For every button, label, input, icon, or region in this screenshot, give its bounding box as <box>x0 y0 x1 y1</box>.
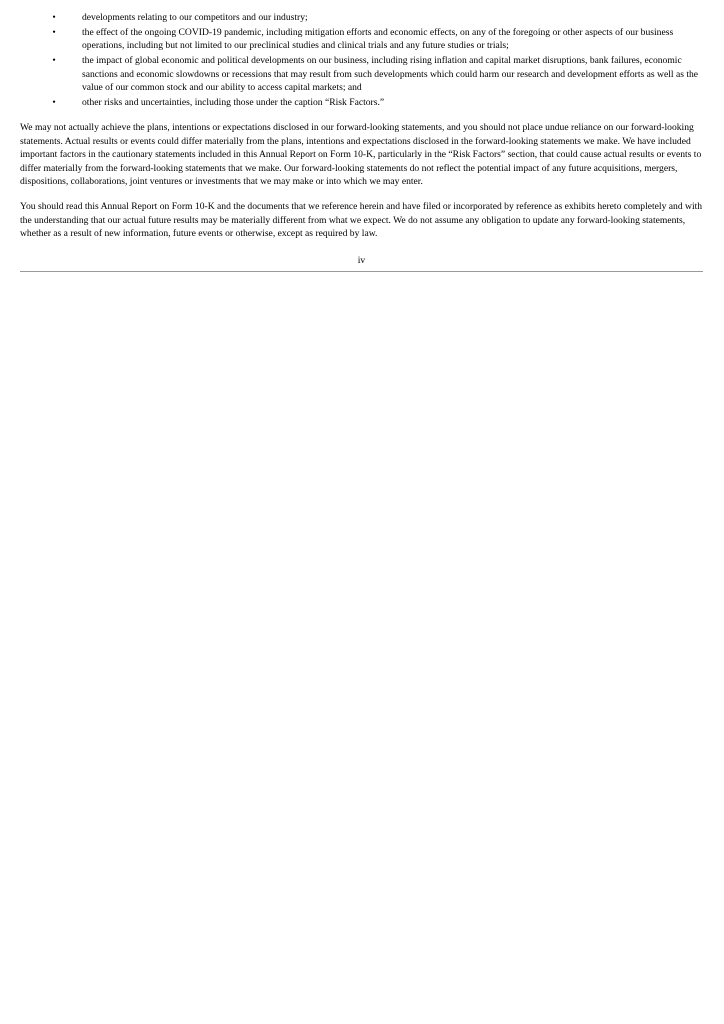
paragraph-read-report: You should read this Annual Report on Form 10-K and the documents that we reference herein and have filed or incorporated by reference as exhibits hereto completely and with the understanding that our actual future results may be materially different from what we expect. We do not assume any obligation to update any forward-looking statements, whether as a result of new information, future events or otherwise, except as required by law. <box>20 201 703 240</box>
paragraph-forward-looking: We may not actually achieve the plans, intentions or expectations disclosed in our forward-looking statements, and you should not place undue reliance on our forward-looking statements. Actual results or events could differ materially from the plans, intentions and expectations disclosed in the forward-looking statements we make. We have included important factors in the cautionary statements included in this Annual Report on Form 10-K, particularly in the “Risk Factors” section, that could cause actual results or events to differ materially from the forward-looking statements that we make. Our forward-looking statements do not reflect the potential impact of any future acquisitions, mergers, dispositions, collaborations, joint ventures or investments that we may make or into which we may enter. <box>20 122 702 187</box>
bullet-text: the effect of the ongoing COVID-19 pandemic, including mitigation efforts and economic effects, on any of the foregoing or other aspects of our business operations, including but not limited to our preclinical studies and clinical trials and any future studies or trials; <box>82 26 674 52</box>
bullet-item-competitors <box>20 11 703 24</box>
page-number: iv <box>357 254 366 266</box>
bullet-mark: • <box>52 26 56 38</box>
bullet-item-covid <box>20 26 703 53</box>
risk-bullet-list <box>20 11 703 109</box>
bullet-mark: • <box>52 55 56 67</box>
bullet-text: the impact of global economic and political developments on our business, including rising inflation and capital market disruptions, bank failures, economic sanctions and economic slowdowns or recessions that may result from such developments which could harm our research and development efforts as well as the value of our common stock and our ability to access capital markets; and <box>82 55 699 94</box>
document-page <box>20 11 703 272</box>
bullet-text: developments relating to our competitors and our industry; <box>82 12 308 23</box>
bullet-item-global-economy <box>20 54 703 94</box>
bullet-text: other risks and uncertainties, including those under the caption “Risk Factors.” <box>82 96 385 108</box>
bullet-mark: • <box>52 12 56 23</box>
bullet-mark: • <box>52 96 56 108</box>
page-divider <box>20 271 703 272</box>
bullet-item-other-risks <box>20 96 703 109</box>
